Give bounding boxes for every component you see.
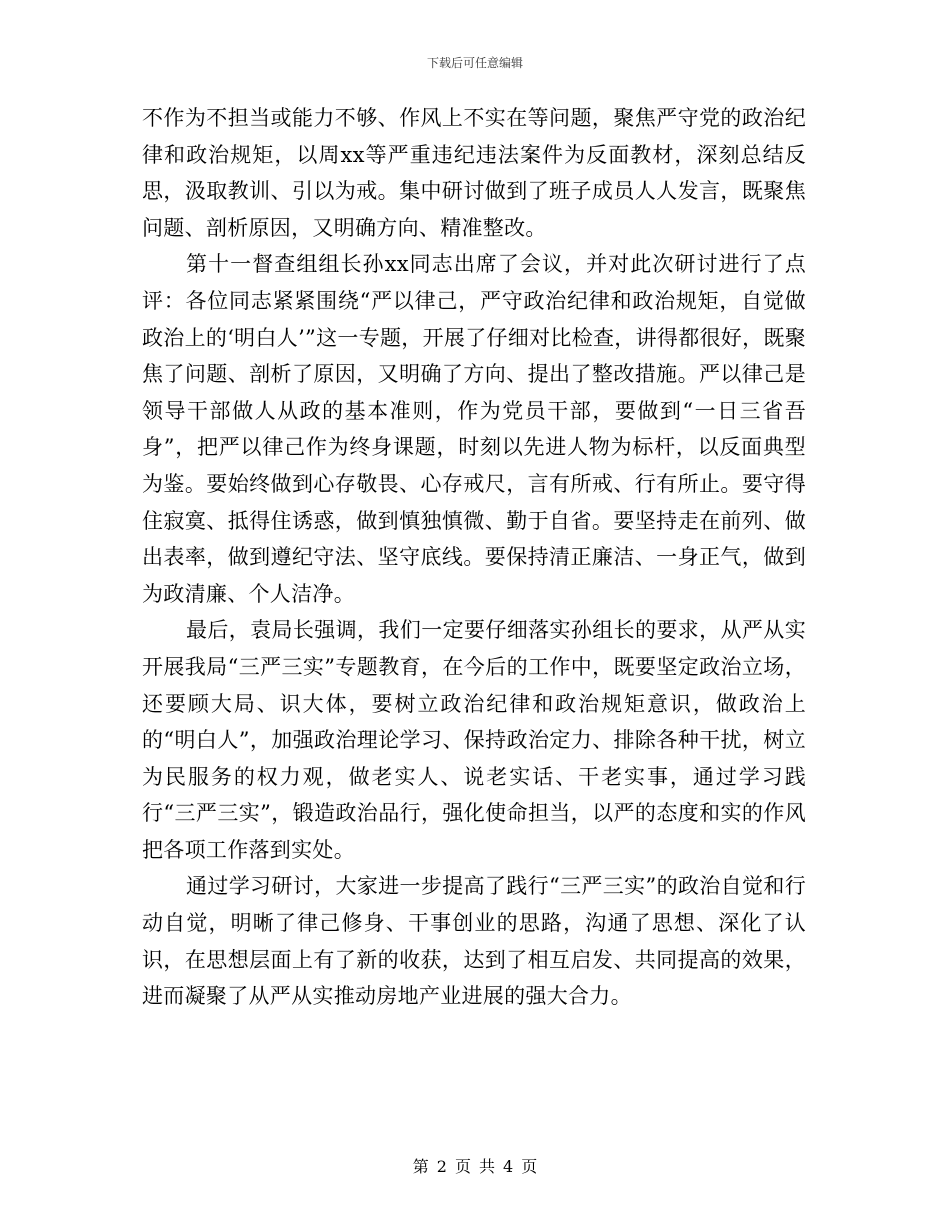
paragraph-conclusion: 通过学习研讨，大家进一步提高了践行“三严三实”的政治自觉和行动自觉，明晰了律己修身、干事创业的思路，沟通了思想、深化了认识，在思想层面上有了新的收获，达到了相互启发、共同提高的效果，进而凝聚了从严从实推动房地产业进展的强大合力。 [142, 874, 806, 1009]
footer-total-label: 共 [479, 1157, 496, 1176]
page-header-note: 下载后可任意编辑 [426, 56, 523, 70]
footer-page-label: 页 [454, 1157, 471, 1176]
paragraph-director-emphasis: 最后，袁局长强调，我们一定要仔细落实孙组长的要求，从严从实开展我局“三严三实”专题教育，在今后的工作中，既要坚定政治立场，还要顾大局、识大体，要树立政治纪律和政治规矩意识，做政治上的“明白人”，加强政治理论学习、保持政治定力、排除各种干扰，树立为民服务的权力观，做老实人、说老实话、干老实事，通过学习践行“三严三实”，锻造政治品行，强化使命担当，以严的态度和实的作风把各项工作落到实处。 [142, 618, 806, 862]
paragraph-continuation: 不作为不担当或能力不够、作风上不实在等问题，聚焦严守党的政治纪律和政治规矩，以周xx等严重违纪违法案件为反面教材，深刻总结反思，汲取教训、引以为戒。集中研讨做到了班子成员人人发言，既聚焦问题、剖析原因，又明确方向、精准整改。 [142, 106, 806, 240]
footer-suffix: 页 [521, 1157, 538, 1176]
document-body [142, 100, 806, 1015]
page-footer [0, 1157, 950, 1177]
footer-prefix: 第 [412, 1157, 429, 1176]
footer-current-page: 2 [436, 1157, 447, 1176]
footer-total-pages: 4 [503, 1157, 514, 1176]
paragraph-review-comment: 第十一督查组组长孙xx同志出席了会议，并对此次研讨进行了点评：各位同志紧紧围绕“严以律己，严守政治纪律和政治规矩，自觉做政治上的‘明白人’”这一专题，开展了仔细对比检查，讲得都很好，既聚焦了问题、剖析了原因，又明确了方向、提出了整改措施。严以律己是领导干部做人从政的基本准则，作为党员干部，要做到“一日三省吾身”，把严以律己作为终身课题，时刻以先进人物为标杆，以反面典型为鉴。要始终做到心存敬畏、心存戒尺，言有所戒、行有所止。要守得住寂寞、抵得住诱惑，做到慎独慎微、勤于自省。要坚持走在前列、做出表率，做到遵纪守法、坚守底线。要保持清正廉洁、一身正气，做到为政清廉、个人洁净。 [142, 252, 806, 606]
